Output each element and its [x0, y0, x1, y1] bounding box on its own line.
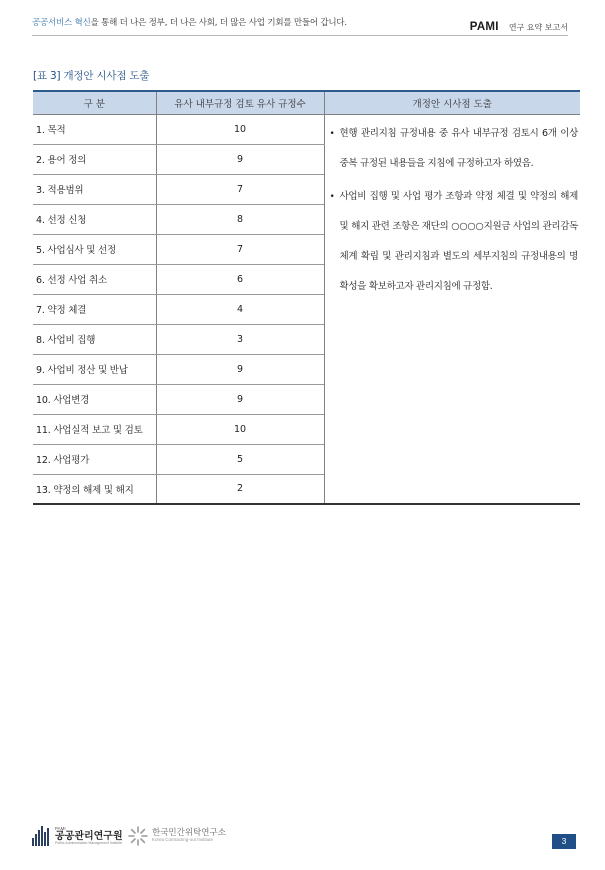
logo1-small: PAMI: [55, 826, 66, 831]
kci-logo: [128, 826, 226, 846]
row-count: 7: [156, 174, 324, 204]
row-category: 8. 사업비 집행: [33, 324, 156, 354]
row-count: 9: [156, 144, 324, 174]
row-count: 4: [156, 294, 324, 324]
tagline-highlight: 공공서비스 혁신: [32, 18, 91, 28]
brand-name: PAMI: [469, 21, 499, 33]
row-count: 7: [156, 234, 324, 264]
row-category: 9. 사업비 정산 및 반납: [33, 354, 156, 384]
row-count: 9: [156, 384, 324, 414]
implication-item: [330, 119, 579, 179]
page-number: 3: [552, 834, 576, 849]
row-count: 3: [156, 324, 324, 354]
row-category: 10. 사업변경: [33, 384, 156, 414]
table-row: [33, 114, 580, 144]
row-category: 2. 용어 정의: [33, 144, 156, 174]
row-category: 5. 사업심사 및 선정: [33, 234, 156, 264]
logo2-name: 한국민간위탁연구소: [152, 828, 226, 839]
bullet-icon: •: [329, 128, 335, 139]
implication-text: 현행 관리지침 규정내용 중 유사 내부규정 검토시 6개 이상 중복 규정된 내용들을 지침에 규정하고자 하였음.: [339, 127, 578, 169]
row-count: 10: [156, 414, 324, 444]
row-category: 13. 약정의 해제 및 해지: [33, 474, 156, 504]
row-category: 6. 선정 사업 취소: [33, 264, 156, 294]
row-category: 1. 목적: [33, 114, 156, 144]
header-count: 유사 내부규정 검토 유사 규정수: [156, 91, 324, 114]
logo1-name: 공공관리연구원: [55, 830, 123, 842]
row-count: 10: [156, 114, 324, 144]
pami-logo: [32, 826, 123, 846]
header-category: 구 분: [33, 91, 156, 114]
row-category: 12. 사업평가: [33, 444, 156, 474]
row-category: 11. 사업실적 보고 및 검토: [33, 414, 156, 444]
starburst-icon: [128, 826, 148, 846]
header-brand: [470, 15, 568, 34]
header-tagline: [32, 16, 347, 28]
row-category: 4. 선정 신청: [33, 204, 156, 234]
implication-item: [330, 182, 579, 302]
row-count: 5: [156, 444, 324, 474]
implication-text: 사업비 집행 및 사업 평가 조항과 약정 체결 및 약정의 해제 및 해지 관련 조항은 재단의 ○○○○지원금 사업의 관리감독 체계 확립 및 관리지침과 별도의 세부지침의 규정내용의 명확성을 확보하고자 관리지침에 규정함.: [339, 190, 578, 292]
report-type: 연구 요약 보고서: [508, 23, 568, 32]
page-header: [32, 14, 568, 36]
tagline-text: 을 통해 더 나은 정부, 더 나은 사회, 더 많은 사업 기회를 만들어 갑니다.: [90, 18, 347, 28]
logo2-eng: Korea Contracting-out Institute: [152, 837, 214, 843]
implications-table: [33, 90, 580, 505]
row-category: 7. 약정 체결: [33, 294, 156, 324]
bullet-icon: •: [329, 191, 335, 202]
logo1-eng: Public Administration Management Institute: [55, 840, 123, 845]
bars-icon: [32, 826, 50, 846]
table-title: [표 3] 개정안 시사점 도출: [33, 70, 150, 82]
row-category: 3. 적용범위: [33, 174, 156, 204]
row-count: 6: [156, 264, 324, 294]
row-count: 8: [156, 204, 324, 234]
row-count: 2: [156, 474, 324, 504]
header-implications: 개정안 시사점 도출: [324, 91, 580, 114]
table-header-row: [33, 91, 580, 114]
implications-cell: [324, 114, 580, 504]
row-count: 9: [156, 354, 324, 384]
